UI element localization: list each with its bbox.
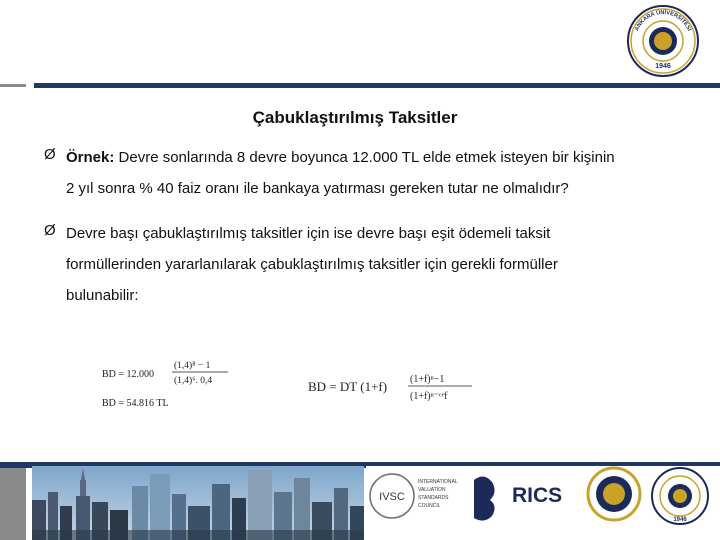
footer-logos bbox=[366, 466, 720, 540]
bullet-2-line-1: Devre başı çabuklaştırılmış taksitler için ise devre başı eşit ödemeli taksit bbox=[66, 225, 551, 242]
formula-2-lhs: BD = DT (1+f) bbox=[308, 379, 388, 394]
bullet-2 bbox=[66, 218, 686, 311]
formula-2-numerator: (1+f)ⁿ−1 bbox=[410, 374, 445, 385]
formula-1-numerator: (1,4)⁸ − 1 bbox=[174, 361, 211, 371]
ivsc-abbr: IVSC bbox=[379, 491, 405, 503]
ivsc-line-3: STANDARDS bbox=[418, 495, 449, 501]
formula-1-lhs: BD = 12.000 bbox=[102, 369, 155, 380]
top-rule-grey bbox=[0, 84, 26, 87]
bullet-arrow-icon: Ø bbox=[44, 146, 56, 163]
emblem-logo bbox=[588, 468, 640, 520]
bullet-1-line-2: 2 yıl sonra % 40 faiz oranı ile bankaya yatırması gereken tutar ne olmalıdır? bbox=[66, 180, 569, 197]
ivsc-line-2: VALUATION bbox=[418, 487, 446, 493]
city-skyline-image bbox=[32, 466, 364, 540]
bullet-1 bbox=[66, 142, 686, 204]
logo-ring-text: ANKARA ÜNİVERSİTESİ bbox=[634, 9, 692, 33]
bottom-grey-block bbox=[0, 468, 26, 540]
logo-year: 1946 bbox=[655, 63, 671, 70]
formula-1-result: BD = 54.816 TL bbox=[102, 398, 169, 409]
footer-logo-year: 1946 bbox=[673, 517, 687, 523]
bullet-2-line-2: formüllerinden yararlanılarak çabuklaştırılmış taksitler için gerekli formüller bbox=[66, 256, 558, 273]
formula-general bbox=[306, 366, 476, 406]
formula-1-denominator: (1,4)⁶. 0,4 bbox=[174, 376, 213, 386]
example-label: Örnek: bbox=[66, 149, 115, 166]
ivsc-line-4: COUNCIL bbox=[418, 503, 441, 509]
formula-example bbox=[102, 354, 242, 414]
university-footer-logo bbox=[652, 468, 708, 524]
bullet-arrow-icon: Ø bbox=[44, 222, 56, 239]
university-logo bbox=[626, 4, 700, 78]
rics-text: RICS bbox=[512, 484, 563, 507]
top-rule bbox=[34, 83, 720, 88]
ivsc-line-1: INTERNATIONAL bbox=[418, 479, 458, 485]
bullet-1-line-1: Devre sonlarında 8 devre boyunca 12.000 TL elde etmek isteyen bir kişinin bbox=[114, 149, 615, 166]
formula-2-denominator: (1+f)ⁿ⁻ᶜᵉf bbox=[410, 391, 448, 402]
bullet-2-line-3: bulunabilir: bbox=[66, 287, 139, 304]
slide-title: Çabuklaştırılmış Taksitler bbox=[252, 108, 458, 127]
